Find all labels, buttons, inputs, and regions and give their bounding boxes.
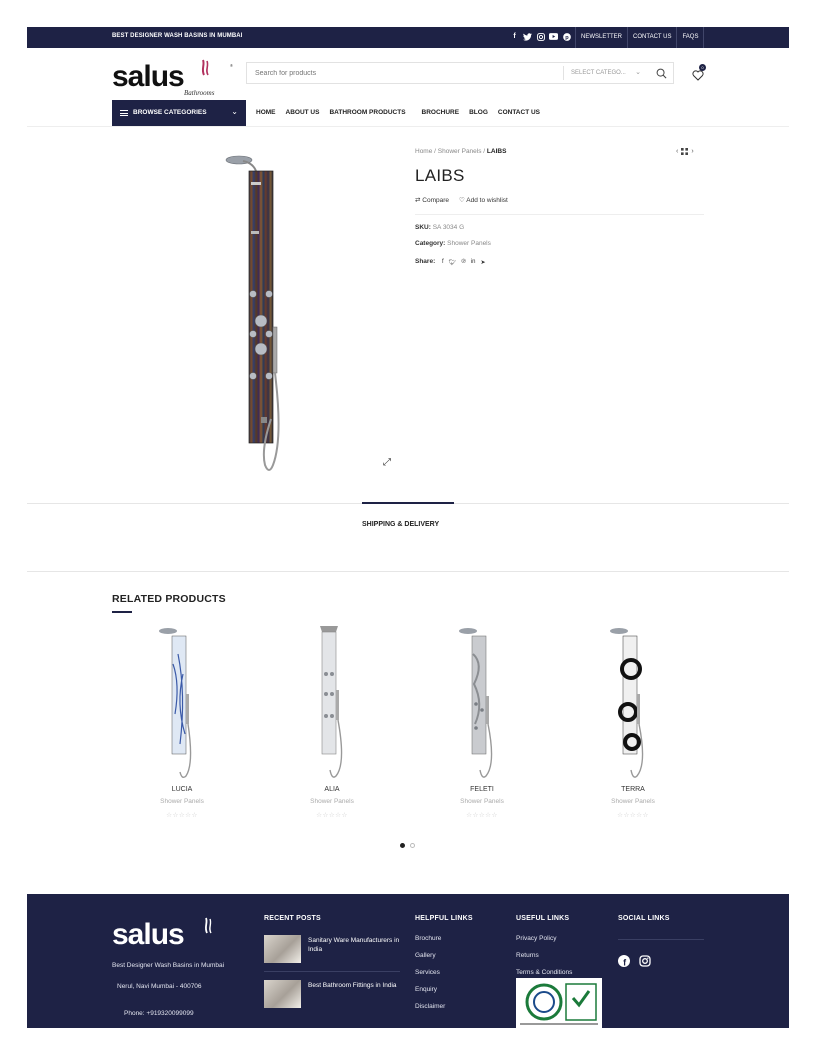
product-name[interactable]: LUCIA [171, 786, 193, 793]
facebook-icon[interactable]: f [513, 33, 516, 40]
nav-item-home[interactable]: HOME [256, 109, 276, 116]
linkedin-icon[interactable]: in [470, 259, 476, 265]
next-product-icon[interactable]: › [691, 148, 694, 155]
breadcrumb: Home / Shower Panels / LAIBS [415, 148, 507, 155]
post-title[interactable]: Sanitary Ware Manufacturers in India [308, 937, 400, 953]
footer-address: Nerul, Navi Mumbai - 400706 [117, 983, 202, 990]
heading-underline [112, 611, 132, 613]
divider [618, 939, 704, 940]
footer-link-enquiry[interactable]: Enquiry [415, 986, 438, 993]
recent-post[interactable] [264, 935, 404, 965]
svg-text:p: p [564, 34, 569, 41]
svg-text:salus: salus [112, 918, 184, 951]
post-thumbnail[interactable] [264, 935, 301, 963]
star-rating: ☆☆☆☆☆ [316, 812, 348, 819]
youtube-icon[interactable] [549, 32, 558, 41]
section-divider [27, 571, 789, 572]
star-rating: ☆☆☆☆☆ [466, 812, 498, 819]
nav-item-contact-us[interactable]: CONTACT US [497, 109, 541, 116]
product-thumbnail[interactable] [456, 624, 508, 782]
header-divider [27, 126, 789, 127]
active-tab-indicator [362, 502, 454, 504]
grid-icon[interactable] [681, 148, 688, 157]
wishlist-count-badge: 0 [699, 64, 706, 71]
top-bar [27, 27, 789, 48]
expand-icon[interactable]: ⤢ [383, 457, 391, 468]
svg-text:salus: salus [112, 60, 184, 93]
instagram-icon[interactable] [536, 32, 545, 41]
product-sku: SKU: SA 3034 G [415, 224, 465, 231]
divider [415, 214, 704, 215]
product-name[interactable]: TERRA [621, 786, 645, 793]
twitter-icon[interactable]: 🐦︎ [448, 260, 457, 266]
category-link[interactable]: Shower Panels [447, 240, 491, 247]
nav-item-brochure[interactable]: BROCHURE [421, 109, 460, 116]
instagram-icon[interactable] [639, 955, 651, 967]
product-name[interactable]: FELETI [470, 786, 494, 793]
related-product-card[interactable] [112, 624, 252, 824]
footer-link-disclaimer[interactable]: Disclaimer [415, 1003, 446, 1010]
divider [264, 971, 400, 972]
footer-link-terms[interactable]: Terms & Conditions [516, 969, 573, 976]
footer-link-gallery[interactable]: Gallery [415, 952, 436, 959]
related-product-card[interactable] [412, 624, 552, 824]
footer-link-services[interactable]: Services [415, 969, 440, 976]
top-link-faqs[interactable]: FAQS [676, 27, 704, 48]
svg-text:®: ® [230, 63, 233, 68]
product-actions [415, 196, 508, 204]
product-category[interactable]: Shower Panels [460, 798, 504, 805]
product-name[interactable]: ALIA [324, 786, 340, 793]
footer-phone[interactable]: Phone: +919320099099 [124, 1010, 194, 1017]
facebook-icon[interactable] [618, 955, 630, 967]
post-title[interactable]: Best Bathroom Fittings in India [308, 982, 397, 989]
product-thumbnail[interactable] [306, 624, 358, 782]
product-category[interactable]: Shower Panels [160, 798, 204, 805]
heart-icon: ♡ [459, 197, 465, 204]
product-title: LAIBS [415, 166, 465, 185]
product-category: Category: Shower Panels [415, 240, 491, 247]
chevron-down-icon: ⌄ [231, 107, 238, 116]
twitter-icon[interactable] [523, 32, 532, 41]
search-bar [246, 62, 674, 84]
pinterest-icon[interactable] [562, 32, 571, 41]
certification-badge [516, 978, 602, 1028]
footer-link-brochure[interactable]: Brochure [415, 935, 442, 942]
category-select-label: SELECT CATEGO... [571, 70, 626, 76]
top-link-newsletter[interactable]: NEWSLETTER [575, 27, 627, 48]
top-tagline: BEST DESIGNER WASH BASINS IN MUMBAI [112, 33, 243, 39]
carousel-dot[interactable] [410, 843, 415, 848]
telegram-icon[interactable]: ➤ [480, 260, 486, 266]
useful-links-heading: USEFUL LINKS [516, 915, 570, 922]
footer-link-returns[interactable]: Returns [516, 952, 539, 959]
facebook-icon[interactable]: f [442, 259, 444, 265]
breadcrumb-current: LAIBS [486, 148, 507, 155]
add-to-wishlist-button[interactable]: ♡ Add to wishlist [459, 197, 508, 204]
main-nav [256, 109, 540, 116]
post-thumbnail[interactable] [264, 980, 301, 1008]
helpful-links-heading: HELPFUL LINKS [415, 915, 473, 922]
browse-categories-label: BROWSE CATEGORIES [133, 109, 207, 116]
svg-text:f: f [623, 957, 627, 967]
breadcrumb-home[interactable]: Home [415, 148, 433, 155]
pinterest-icon[interactable]: ℗ [461, 259, 466, 265]
carousel-dot-active[interactable] [400, 843, 405, 848]
tab-shipping-delivery[interactable]: SHIPPING & DELIVERY [362, 521, 440, 528]
heart-icon [692, 70, 704, 81]
wishlist-button[interactable] [692, 65, 704, 79]
product-share: Share: f 🐦︎ ℗ in ➤ [415, 258, 486, 266]
product-thumbnail[interactable] [156, 624, 208, 782]
footer-tagline: Best Designer Wash Basins in Mumbai [112, 962, 225, 969]
top-links [575, 27, 704, 48]
product-navigation [676, 148, 694, 157]
page [27, 27, 789, 1028]
social-links-heading: SOCIAL LINKS [618, 915, 670, 922]
top-link-contact[interactable]: CONTACT US [627, 27, 676, 48]
compare-icon: ⇄ [415, 197, 421, 204]
related-product-card[interactable] [262, 624, 402, 824]
product-category[interactable]: Shower Panels [310, 798, 354, 805]
top-social-icons [510, 32, 571, 41]
prev-product-icon[interactable]: ‹ [676, 148, 679, 155]
menu-icon [120, 110, 128, 116]
site-logo[interactable] [112, 57, 237, 97]
nav-item-blog[interactable]: BLOG [469, 109, 488, 116]
nav-item-bathroom-products[interactable]: BATHROOM PRODUCTS [329, 109, 406, 116]
search-input[interactable] [247, 63, 563, 83]
star-rating: ☆☆☆☆☆ [617, 812, 649, 819]
category-select[interactable] [563, 66, 647, 80]
footer-logo[interactable] [112, 916, 249, 951]
breadcrumb-category[interactable]: Shower Panels [437, 148, 482, 155]
chevron-down-icon: ⌄ [635, 69, 641, 76]
footer-link-privacy-policy[interactable]: Privacy Policy [516, 935, 557, 942]
recent-posts-heading: RECENT POSTS [264, 915, 321, 922]
carousel-pagination [400, 843, 415, 848]
product-category[interactable]: Shower Panels [611, 798, 655, 805]
nav-item-about-us[interactable]: ABOUT US [285, 109, 320, 116]
footer [27, 894, 789, 1028]
star-rating: ☆☆☆☆☆ [166, 812, 198, 819]
related-products-heading: RELATED PRODUCTS [112, 593, 226, 605]
product-image[interactable] [213, 149, 303, 474]
svg-text:Bathrooms: Bathrooms [184, 89, 215, 97]
sku-value: SA 3034 G [432, 224, 465, 231]
product-thumbnail[interactable] [607, 624, 659, 782]
browse-categories-button[interactable] [112, 100, 246, 126]
related-product-card[interactable] [563, 624, 703, 824]
recent-post[interactable] [264, 980, 404, 1010]
compare-button[interactable]: ⇄ Compare [415, 197, 449, 204]
search-icon[interactable] [656, 68, 667, 79]
